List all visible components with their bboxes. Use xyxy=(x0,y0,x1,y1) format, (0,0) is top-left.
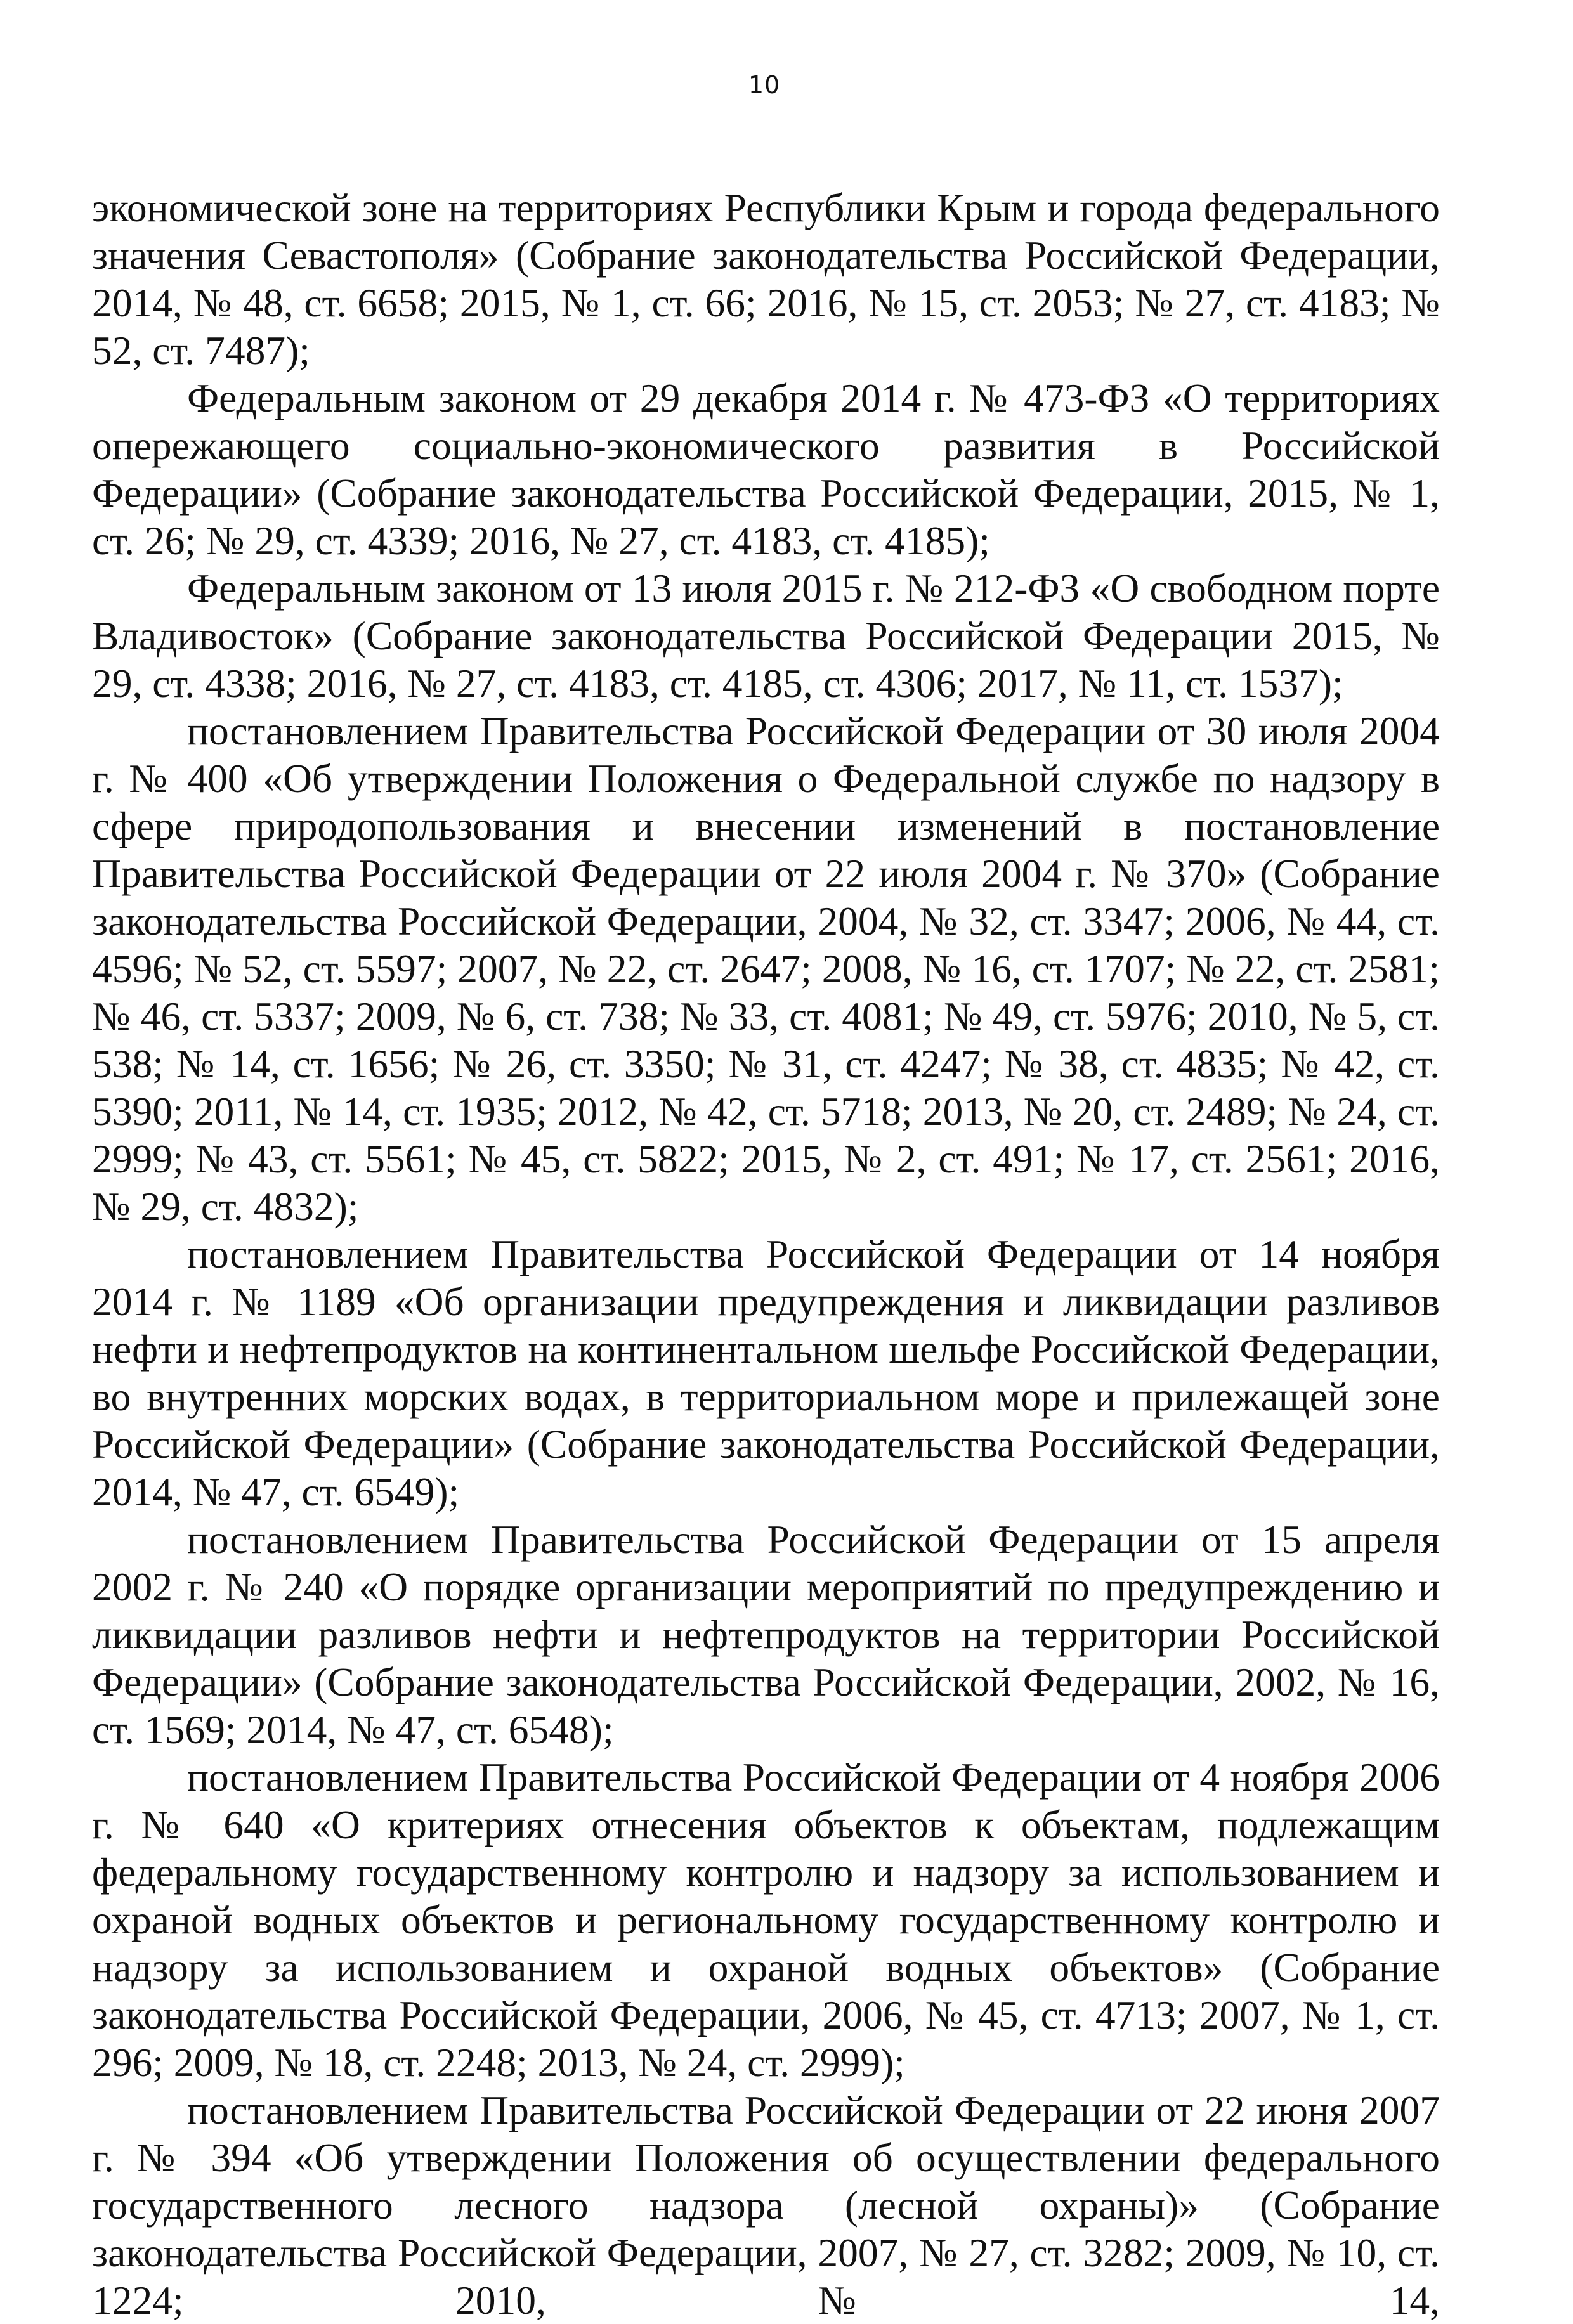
paragraph-resolution-394: постановлением Правительства Российской Федерации от 22 июня 2007 г. № 394 «Об утверждении Положения об осуществлении федерального государственного лесного надзора (лесной охраны)» (Собрание законодательства Российской Федерации, 2007, № 27, ст. 3282; 2009, № 10, ст. 1224; 2010, № 14, xyxy=(92,2087,1440,2323)
paragraph-continuation: экономической зоне на территориях Республики Крым и города федерального значения Севастополя» (Собрание законодательства Российской Федерации, 2014, № 48, ст. 6658; 2015, № 1, ст. 66; 2016, № 15, ст. 2053; № 27, ст. 4183; № 52, ст. 7487); xyxy=(92,185,1440,373)
paragraph-federal-law-212: Федеральным законом от 13 июля 2015 г. № 212-ФЗ «О свободном порте Владивосток» (Собрание законодательства Российской Федерации 2015, № 29, ст. 4338; 2016, № 27, ст. 4183, ст. 4185, ст. 4306; 2017, № 11, ст. 1537); xyxy=(92,566,1440,706)
paragraph-resolution-240: постановлением Правительства Российской Федерации от 15 апреля 2002 г. № 240 «О порядке организации мероприятий по предупреждению и ликвидации разливов нефти и нефтепродуктов на территории Российской Федерации» (Собрание законодательства Российской Федерации, 2002, № 16, ст. 1569; 2014, № 47, ст. 6548); xyxy=(92,1517,1440,1752)
paragraph-resolution-640: постановлением Правительства Российской Федерации от 4 ноября 2006 г. № 640 «О критериях отнесения объектов к объектам, подлежащим федеральному государственному контролю и надзору за использованием и охраной водных объектов и региональному государственному контролю и надзору за использованием и охраной водных объектов» (Собрание законодательства Российской Федерации, 2006, № 45, ст. 4713; 2007, № 1, ст. 296; 2009, № 18, ст. 2248; 2013, № 24, ст. 2999); xyxy=(92,1755,1440,2085)
page-number: 10 xyxy=(748,71,781,99)
paragraph-resolution-400: постановлением Правительства Российской Федерации от 30 июля 2004 г. № 400 «Об утверждении Положения о Федеральной службе по надзору в сфере природопользования и внесении изменений в постановление Правительства Российской Федерации от 22 июля 2004 г. № 370» (Собрание законодательства Российской Федерации, 2004, № 32, ст. 3347; 2006, № 44, ст. 4596; № 52, ст. 5597; 2007, № 22, ст. 2647; 2008, № 16, ст. 1707; № 22, ст. 2581; № 46, ст. 5337; 2009, № 6, ст. 738; № 33, ст. 4081; № 49, ст. 5976; 2010, № 5, ст. 538; № 14, ст. 1656; № 26, ст. 3350; № 31, ст. 4247; № 38, ст. 4835; № 42, ст. 5390; 2011, № 14, ст. 1935; 2012, № 42, ст. 5718; 2013, № 20, ст. 2489; № 24, ст. 2999; № 43, ст. 5561; № 45, ст. 5822; 2015, № 2, ст. 491; № 17, ст. 2561; 2016, № 29, ст. 4832); xyxy=(92,708,1440,1229)
paragraph-federal-law-473: Федеральным законом от 29 декабря 2014 г. № 473-ФЗ «О территориях опережающего социально-экономического развития в Российской Федерации» (Собрание законодательства Российской Федерации, 2015, № 1, ст. 26; № 29, ст. 4339; 2016, № 27, ст. 4183, ст. 4185); xyxy=(92,375,1440,563)
document-body xyxy=(92,184,1440,2324)
paragraph-resolution-1189: постановлением Правительства Российской Федерации от 14 ноября 2014 г. № 1189 «Об организации предупреждения и ликвидации разливов нефти и нефтепродуктов на континентальном шельфе Российской Федерации, во внутренних морских водах, в территориальном море и прилежащей зоне Российской Федерации» (Собрание законодательства Российской Федерации, 2014, № 47, ст. 6549); xyxy=(92,1231,1440,1514)
